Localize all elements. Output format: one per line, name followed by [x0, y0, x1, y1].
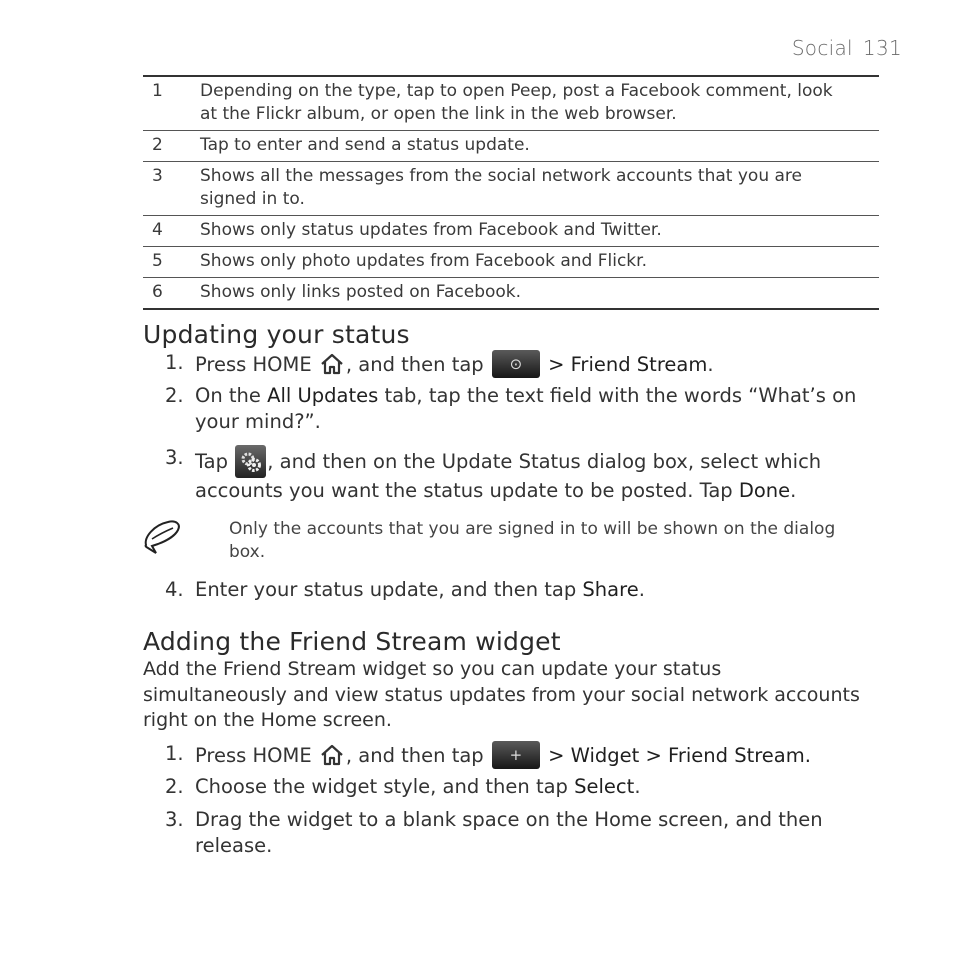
- row-number: 6: [152, 282, 163, 302]
- plus-button-icon: +: [492, 741, 540, 769]
- table-row: [143, 76, 879, 131]
- page-number: 131: [862, 36, 902, 60]
- row-description: Shows all the messages from the social network accounts that you are signed in to.: [200, 166, 802, 209]
- list-item: 3. Drag the widget to a blank space on the Home screen, and then release.: [165, 808, 823, 857]
- table-row: [143, 131, 879, 162]
- row-description: Shows only photo updates from Facebook and Flickr.: [200, 251, 647, 271]
- share-label: Share: [582, 578, 639, 601]
- gear-icon: [235, 445, 266, 478]
- all-updates-tab-label: All Updates: [267, 384, 379, 407]
- step-number: 1.: [165, 742, 184, 765]
- step-number: 3.: [165, 446, 184, 469]
- list-item: 1. Press HOME , and then tap + > Widget > Friend Stream.: [165, 742, 811, 767]
- section-name: Social: [791, 36, 853, 60]
- row-number: 5: [152, 251, 163, 271]
- updating-status-steps-continued: [143, 577, 879, 603]
- step-number: 3.: [165, 808, 184, 831]
- friend-stream-widget-steps: [143, 741, 879, 858]
- note-text: Only the accounts that you are signed in to will be shown on the dialog box.: [229, 519, 836, 562]
- table-row: [143, 278, 879, 310]
- table-row: [143, 216, 879, 247]
- row-description: Tap to enter and send a status update.: [200, 135, 530, 155]
- updating-status-steps: [143, 350, 879, 504]
- note-icon: [142, 519, 182, 555]
- step-number: 1.: [165, 351, 184, 374]
- row-number: 3: [152, 166, 163, 186]
- row-number: 1: [152, 81, 163, 101]
- all-apps-button-icon: ⊙: [492, 350, 540, 378]
- row-number: 4: [152, 220, 163, 240]
- row-description: Shows only status updates from Facebook and Twitter.: [200, 220, 662, 240]
- home-icon: [320, 744, 344, 766]
- step-number: 4.: [165, 578, 184, 601]
- step-number: 2.: [165, 384, 184, 407]
- section-heading-updating-status: Updating your status: [143, 320, 410, 349]
- section-intro: Add the Friend Stream widget so you can update your status simultaneously and view status updates from your social network accounts right on the Home screen.: [143, 658, 860, 731]
- list-item: 1. Press HOME , and then tap ⊙ > Friend Stream.: [165, 351, 714, 376]
- page-header: [792, 36, 902, 60]
- table-row: [143, 162, 879, 216]
- list-item: 4. Enter your status update, and then tap Share.: [165, 578, 645, 601]
- list-item: 3. Tap , and then on the Update Status dialog box, select which accounts you want the status update to be posted. Tap Done.: [165, 446, 822, 502]
- select-label: Select: [574, 775, 635, 798]
- list-item: 2. Choose the widget style, and then tap Select.: [165, 775, 641, 798]
- list-item: 2. On the All Updates tab, tap the text field with the words “What’s on your mind?”.: [165, 384, 857, 433]
- home-icon: [320, 353, 344, 375]
- callout-legend-table: [143, 75, 879, 310]
- table-row: [143, 247, 879, 278]
- done-label: Done: [738, 479, 791, 502]
- section-heading-friend-stream-widget: Adding the Friend Stream widget: [143, 627, 561, 656]
- row-description: Shows only links posted on Facebook.: [200, 282, 522, 302]
- row-number: 2: [152, 135, 163, 155]
- row-description: Depending on the type, tap to open Peep, post a Facebook comment, look at the Flickr album, or open the link in the web browser.: [200, 81, 833, 124]
- step-number: 2.: [165, 775, 184, 798]
